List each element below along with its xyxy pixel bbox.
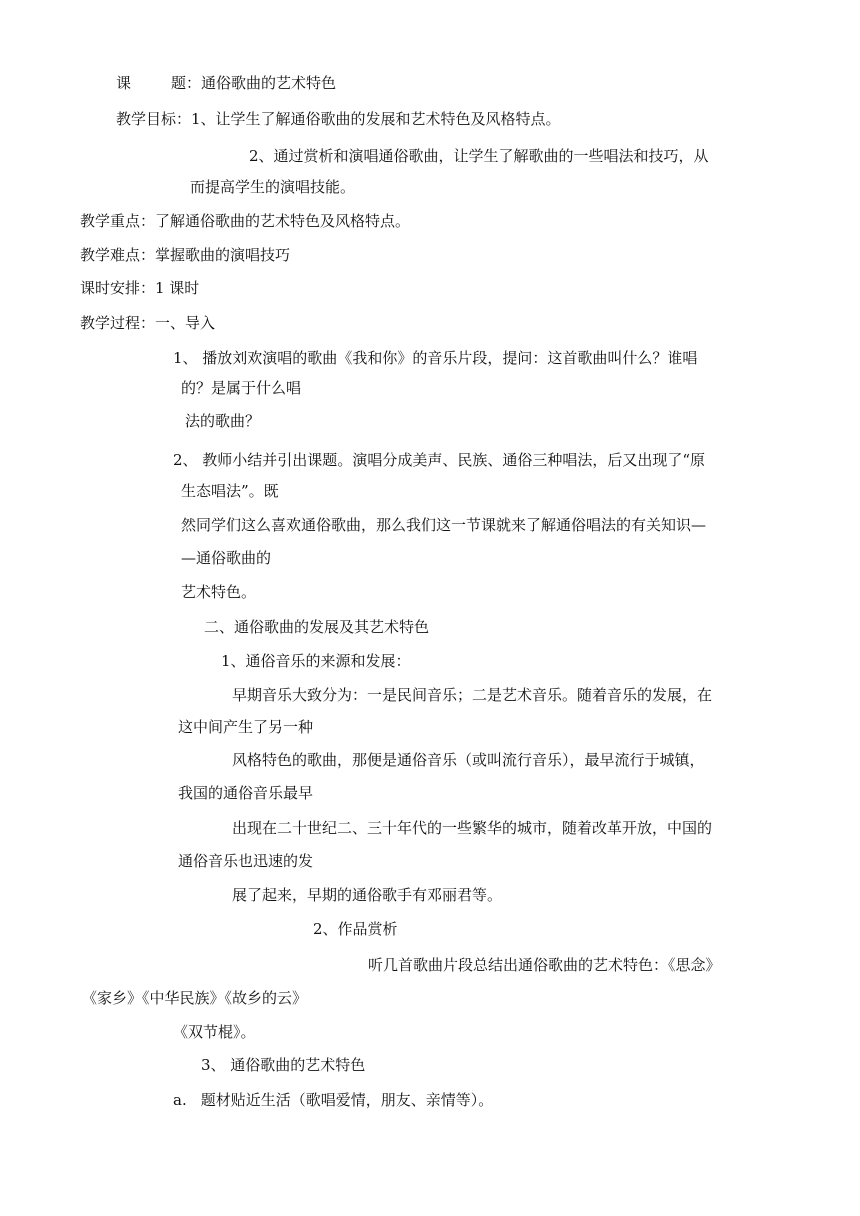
paragraph-2b: 我国的通俗音乐最早 xyxy=(178,784,314,802)
subsection-1-heading: 1、通俗音乐的来源和发展： xyxy=(221,652,411,670)
process-item-1: 1、 播放刘欢演唱的歌曲《我和你》的音乐片段，提问：这首歌曲叫什么？谁唱 xyxy=(173,349,698,367)
feature-a xyxy=(173,1090,493,1110)
process-item-1-cont-a: 的？是属于什么唱 xyxy=(181,379,302,397)
process-item-2-cont-d: 艺术特色。 xyxy=(181,583,257,601)
process-heading: 教学过程：一、导入 xyxy=(80,314,216,332)
appreciation-line-c: 《双节棍》。 xyxy=(173,1023,256,1041)
process-item-2-cont-b: 然同学们这么喜欢通俗歌曲，那么我们这一节课就来了解通俗唱法的有关知识— xyxy=(181,516,707,534)
process-item-1-cont-b: 法的歌曲？ xyxy=(185,412,261,430)
subsection-2-heading: 2、作品赏析 xyxy=(313,920,398,938)
process-item-2-cont-c: —通俗歌曲的 xyxy=(181,549,272,567)
paragraph-1b: 这中间产生了另一种 xyxy=(178,718,314,736)
difficulty: 教学难点：掌握歌曲的演唱技巧 xyxy=(80,246,291,264)
lesson-title-line xyxy=(116,73,336,93)
paragraph-3a: 出现在二十世纪二、三十年代的一些繁华的城市，随着改革开放，中国的 xyxy=(232,819,713,837)
lesson-title-text: 题：通俗歌曲的艺术特色 xyxy=(171,74,337,92)
process-item-2: 2、 教师小结并引出课题。演唱分成美声、民族、通俗三种唱法，后又出现了“原 xyxy=(173,451,705,469)
lesson-title-prefix: 课 xyxy=(116,74,132,92)
objective-2-cont: 而提高学生的演唱技能。 xyxy=(190,178,356,196)
section-2-heading: 二、通俗歌曲的发展及其艺术特色 xyxy=(204,618,430,636)
appreciation-line-b: 《家乡》《中华民族》《故乡的云》 xyxy=(82,989,308,1007)
objective-2: 2、通过赏析和演唱通俗歌曲，让学生了解歌曲的一些唱法和技巧，从 xyxy=(249,147,709,165)
appreciation-line-a: 听几首歌曲片段总结出通俗歌曲的艺术特色：《思念》 xyxy=(368,956,721,974)
paragraph-3b: 通俗音乐也迅速的发 xyxy=(178,852,314,870)
key-point: 教学重点：了解通俗歌曲的艺术特色及风格特点。 xyxy=(80,212,411,230)
subsection-3-heading: 3、 通俗歌曲的艺术特色 xyxy=(201,1056,366,1074)
feature-a-text: 题材贴近生活（歌唱爱情，朋友、亲情等）。 xyxy=(200,1091,494,1109)
paragraph-1a: 早期音乐大致分为：一是民间音乐；二是艺术音乐。随着音乐的发展，在 xyxy=(232,686,713,704)
process-item-2-cont-a: 生态唱法”。既 xyxy=(181,482,279,500)
schedule: 课时安排：1 课时 xyxy=(80,279,200,297)
paragraph-4: 展了起来，早期的通俗歌手有邓丽君等。 xyxy=(232,886,503,904)
feature-a-marker: a. xyxy=(173,1091,187,1109)
objective-1: 教学目标：1、让学生了解通俗歌曲的发展和艺术特色及风格特点。 xyxy=(116,110,561,128)
paragraph-2a: 风格特色的歌曲，那便是通俗音乐（或叫流行音乐），最早流行于城镇， xyxy=(232,751,705,769)
